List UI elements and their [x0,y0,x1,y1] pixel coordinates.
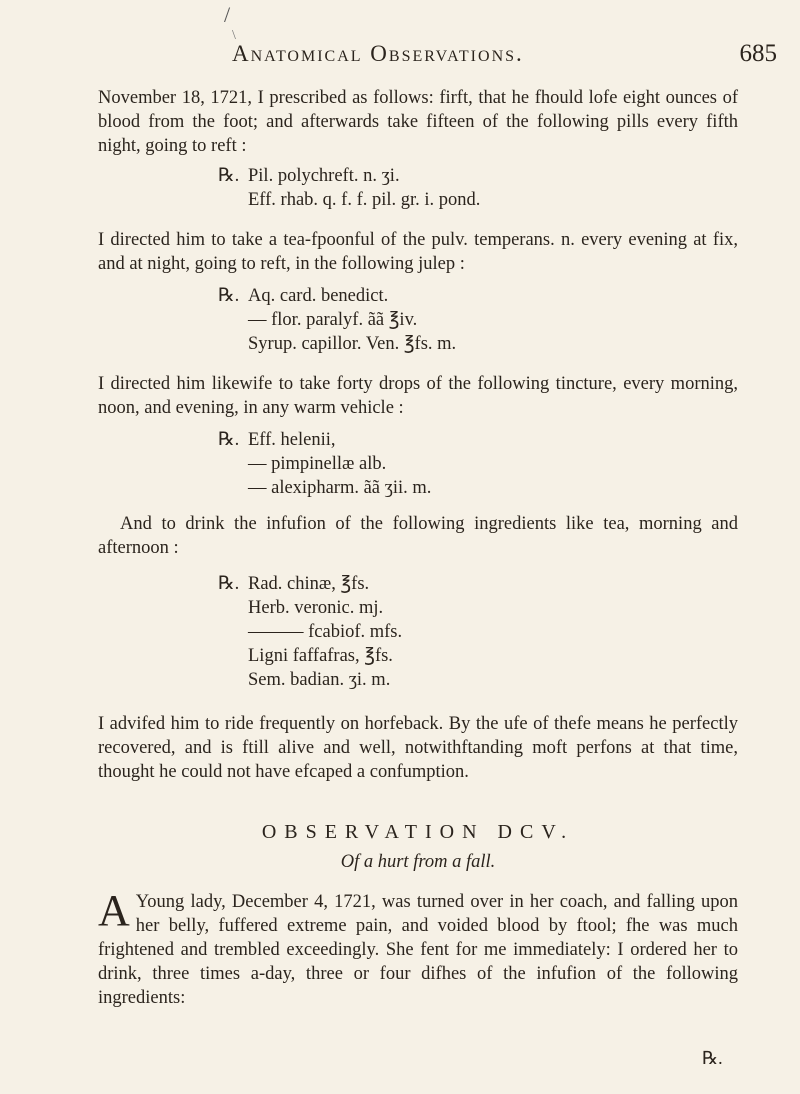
rx-line: ℞. Rad. chinæ, ℥fs. [218,574,370,594]
rx-line: Ligni faffafras, ℥fs. [248,646,393,666]
rx-line: Herb. veronic. mj. [248,598,384,618]
paragraph-recovery: I advifed him to ride frequently on horfeback. By the ufe of thefe means he perfectly recovered, and is ftill alive and well, notwithftanding moft perfons at that time, thought he could not have efcaped a confumption. [98,714,738,782]
observation-subtitle: Of a hurt from a fall. [340,852,496,872]
text-block-1 [98,86,738,158]
rx-line: ——— fcabiof. mfs. [248,622,403,642]
recipe-symbol: ℞. [218,574,240,594]
rx-line: ℞. Eff. helenii, [218,430,336,450]
prescription-julep [218,284,618,356]
rx-line: — pimpinellæ alb. [248,454,387,474]
margin-slash-mark: / [224,2,231,27]
recipe-symbol: ℞. [218,430,240,450]
paragraph-tincture: I directed him likewife to take forty drops of the following tincture, every morning, noon, and evening, in any warm vehicle : [98,374,738,418]
text-block-2 [98,228,738,276]
recipe-symbol: ℞. [218,166,240,186]
prescription-pills [218,164,618,212]
paragraph-julep: I directed him to take a tea-fpoonful of the pulv. temperans. n. every evening at fix, and at night, going to reft, in the following julep : [98,230,738,274]
text-block-3 [98,372,738,420]
running-head [232,40,777,68]
text-block-5 [98,712,738,784]
catchword: ℞. [702,1048,723,1068]
observation-body [98,886,738,1010]
rx-line: — alexipharm. ãã ʒii. m. [248,478,432,498]
paragraph-infusion: And to drink the infufion of the following ingredients like tea, morning and afternoon : [98,514,738,558]
text-block-4 [98,512,738,560]
rx-line: Sem. badian. ʒi. m. [248,670,391,690]
observation-header [98,820,738,874]
page-number: 685 [739,40,777,67]
rx-line: — flor. paralyf. ãã ℥iv. [248,310,418,330]
margin-tick-mark: \ [232,28,236,43]
rx-line: Syrup. capillor. Ven. ℥fs. m. [248,334,457,354]
drop-cap: A [98,886,130,935]
rx-line: Eff. rhab. q. f. f. pil. gr. i. pond. [248,190,481,210]
rx-line: ℞. Aq. card. benedict. [218,286,389,306]
observation-heading: OBSERVATION DCV. [261,821,575,843]
prescription-infusion [218,572,618,692]
recipe-symbol: ℞. [218,286,240,306]
running-title: Anatomical Observations. [232,41,524,66]
observation-paragraph: A Young lady, December 4, 1721, was turned over in her coach, and falling upon her belly, fuffered extreme pain, and voided blood by ftool; fhe was much frightened and trembled exceedingly. She fent for me immediately: I ordered her to drink, three times a-day, three or four difhes of the infufion of the following ingredients: [98,886,738,1008]
paragraph-prescription-pills: November 18, 1721, I prescribed as follows: firft, that he fhould lofe eight ounces of blood from the foot; and afterwards take fifteen of the following pills every fifth night, going to reft : [98,88,738,156]
rx-line: ℞. Pil. polychreft. n. ʒi. [218,166,400,186]
prescription-tincture [218,428,618,500]
